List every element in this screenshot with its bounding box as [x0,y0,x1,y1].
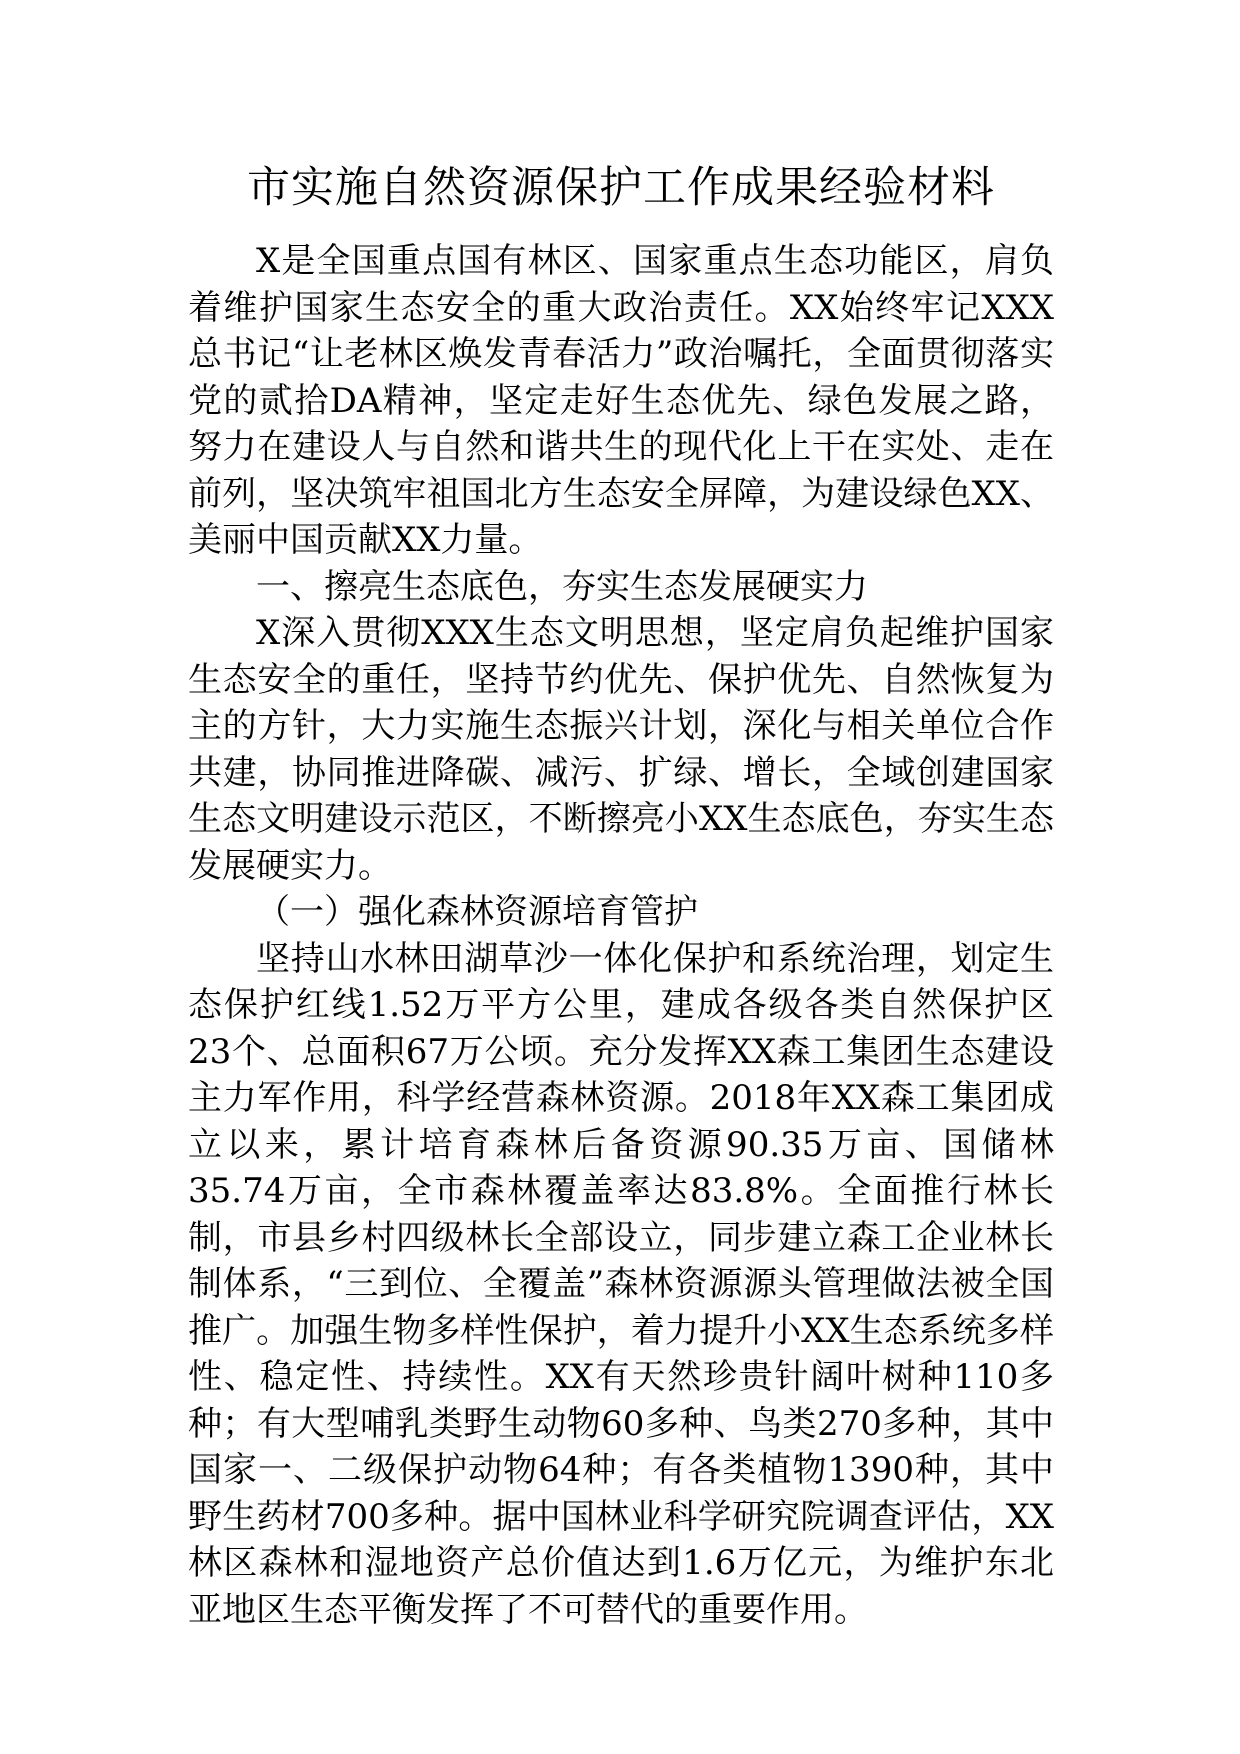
section-1-heading: 一、擦亮生态底色，夯实生态发展硬实力 [256,566,868,607]
subsection-1-paragraph: 坚持山水林田湖草沙一体化保护和系统治理，划定生态保护红线1.52万平方公里，建成各级各类自然保护区23个、总面积67万公顷。充分发挥XX森工集团生态建设主力军作用，科学经营森林资源。2018年XX森工集团成立以来，累计培育森林后备资源90.35万亩、国储林35.74万亩，全市森林覆盖率达83.8%。全面推行林长制，市县乡村四级林长全部设立，同步建立森工企业林长制体系，“三到位、全覆盖”森林资源源头管理做法被全国推广。加强生物多样性保护，着力提升小XX生态系统多样性、稳定性、持续性。XX有天然珍贵针阔叶树种110多种；有大型哺乳类野生动物60多种、鸟类270多种，其中国家一、二级保护动物64种；有各类植物1390种，其中野生药材700多种。据中国林业科学研究院调查评估，XX林区森林和湿地资产总价值达到1.6万亿元，为维护东北亚地区生态平衡发挥了不可替代的重要作用。 [188,938,1054,1630]
section-1-paragraph: X深入贯彻XXX生态文明思想，坚定肩负起维护国家生态安全的重任，坚持节约优先、保护优先、自然恢复为主的方针，大力实施生态振兴计划，深化与相关单位合作共建，协同推进降碳、减污、扩绿、增长，全域创建国家生态文明建设示范区，不断擦亮小XX生态底色，夯实生态发展硬实力。 [188,613,1054,886]
intro-paragraph: X是全国重点国有林区、国家重点生态功能区，肩负着维护国家生态安全的重大政治责任。XX始终牢记XXX总书记“让老林区焕发青春活力”政治嘱托，全面贯彻落实党的贰拾DA精神，坚定走好生态优先、绿色发展之路，努力在建设人与自然和谐共生的现代化上干在实处、走在前列，坚决筑牢祖国北方生态安全屏障，为建设绿色XX、美丽中国贡献XX力量。 [188,241,1054,560]
subsection-1-heading: （一）强化森林资源培育管护 [256,892,698,932]
document-title: 市实施自然资源保护工作成果经验材料 [247,163,995,213]
document-page [188,160,1054,1633]
